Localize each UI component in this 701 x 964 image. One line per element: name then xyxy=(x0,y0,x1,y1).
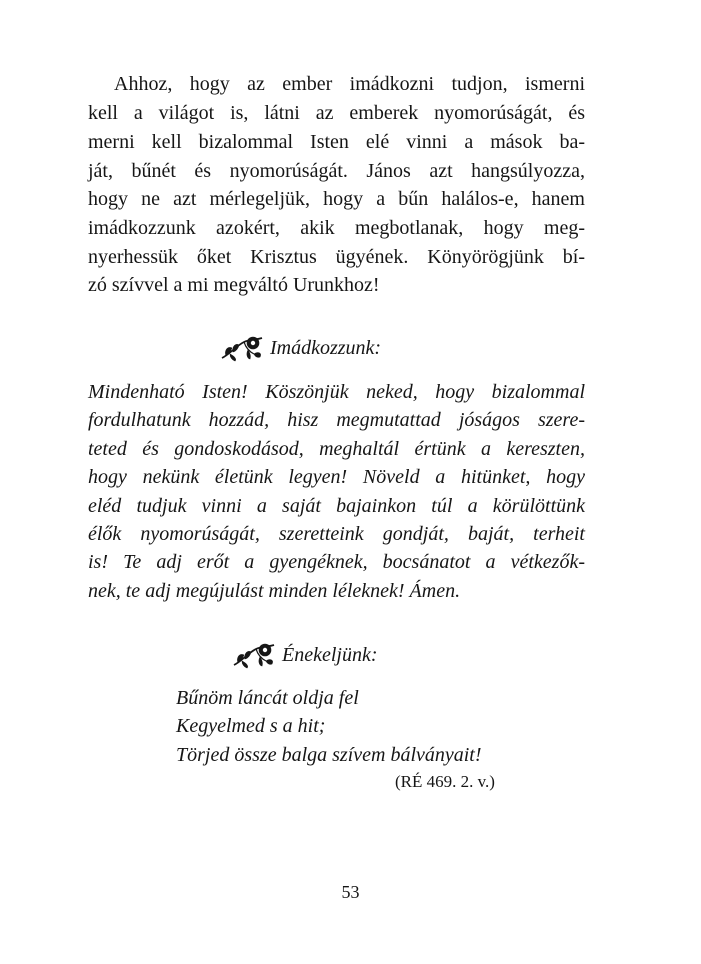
page-number: 53 xyxy=(341,882,360,902)
prayer-heading xyxy=(220,333,381,363)
intro-line: zó szívvel a mi megváltó Urunkhoz! xyxy=(88,274,380,296)
intro-line: hogy ne azt mérlegeljük, hogy a bűn halálos-e, hanem xyxy=(88,188,585,210)
prayer-line: hogy nekünk életünk legyen! Növeld a hitünket, hogy xyxy=(88,466,585,488)
intro-line: merni kell bizalommal Isten elé vinni a mások ba- xyxy=(88,131,585,153)
prayer-line: is! Te adj erőt a gyengéknek, bocsánatot a vétkezők- xyxy=(88,551,585,573)
prayer-heading-text: Imádkozzunk: xyxy=(270,337,382,359)
prayer-line: Mindenható Isten! Köszönjük neked, hogy bizalommal xyxy=(88,381,585,403)
verse-line: Törjed össze balga szívem bálványait! xyxy=(176,744,482,766)
intro-line: nyerhessük őket Krisztus ügyének. Könyörögjünk bí- xyxy=(88,246,585,268)
hymn-reference: (RÉ 469. 2. v.) xyxy=(395,772,495,791)
prayer-line: élők nyomorúságát, szeretteink gondját, baját, terheit xyxy=(88,523,585,545)
verse-line: Bűnöm láncát oldja fel xyxy=(176,687,359,709)
intro-line: ját, bűnét és nyomorúságát. János azt hangsúlyozza, xyxy=(88,160,585,182)
song-heading xyxy=(232,640,378,670)
intro-line: kell a világot is, látni az emberek nyomorúságát, és xyxy=(88,102,585,124)
prayer-line: nek, te adj megújulást minden léleknek! Ámen. xyxy=(88,580,461,602)
prayer-line: teted és gondoskodásod, meghaltál értünk a kereszten, xyxy=(88,438,585,460)
floral-vine-icon xyxy=(220,334,264,362)
prayer-line: eléd tudjuk vinni a saját bajainkon túl a körülöttünk xyxy=(88,495,585,517)
song-heading-text: Énekeljünk: xyxy=(282,644,378,666)
floral-vine-icon xyxy=(232,641,276,669)
intro-line: imádkozzunk azokért, akik megbotlanak, hogy meg- xyxy=(88,217,585,239)
verse-line: Kegyelmed s a hit; xyxy=(176,715,326,737)
prayer-line: fordulhatunk hozzád, hisz megmutattad jóságos szere- xyxy=(88,409,585,431)
intro-line: Ahhoz, hogy az ember imádkozni tudjon, ismerni xyxy=(114,73,585,95)
